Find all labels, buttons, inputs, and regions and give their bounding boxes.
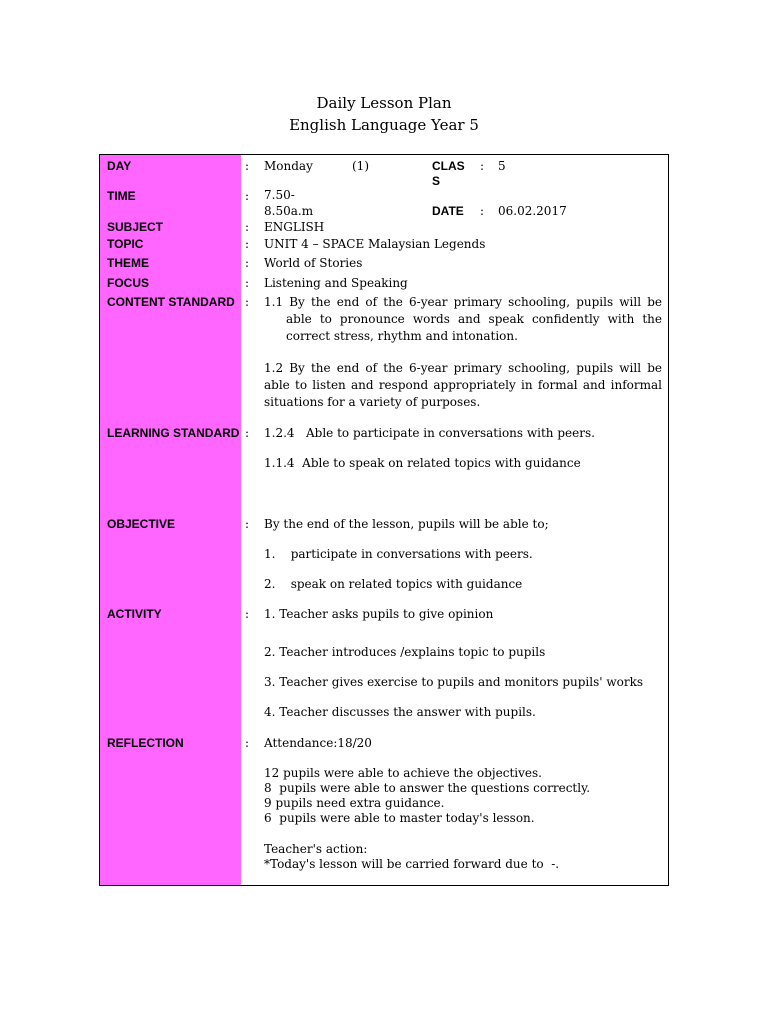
label-time: TIME (107, 189, 136, 203)
content-standard-1: 1.1 By the end of the 6-year primary schooling, pupils will be able to pronounce words and speak confidently with the correct stress, rhythm and intonation. (264, 295, 662, 343)
colon: : (245, 607, 250, 621)
colon: : (245, 159, 250, 173)
topic-value: UNIT 4 – SPACE Malaysian Legends (264, 237, 486, 251)
colon: : (245, 517, 250, 531)
day-number: (1) (352, 159, 369, 173)
colon: : (480, 159, 485, 173)
reflection-line-3: 9 pupils need extra guidance. (264, 796, 445, 810)
label-class-wrap: S (432, 174, 441, 188)
label-focus: FOCUS (107, 276, 149, 290)
reflection-line-2: 8 pupils were able to answer the questions correctly. (264, 781, 591, 795)
lesson-plan-table (99, 154, 669, 886)
label-content-standard: CONTENT STANDARD (107, 295, 235, 309)
date-value: 06.02.2017 (498, 204, 567, 218)
colon: : (245, 426, 250, 440)
page-subtitle: English Language Year 5 (289, 116, 479, 134)
learning-standard-2: 1.1.4 Able to speak on related topics with guidance (264, 456, 581, 470)
label-topic: TOPIC (107, 237, 144, 251)
teacher-action-label: Teacher's action: (264, 842, 368, 856)
label-learning-standard: LEARNING STANDARD (107, 426, 240, 440)
focus-value: Listening and Speaking (264, 276, 408, 290)
label-subject: SUBJECT (107, 220, 164, 234)
colon: : (245, 736, 250, 750)
day-value: Monday (264, 159, 313, 173)
teacher-action: *Today's lesson will be carried forward due to -. (264, 857, 560, 871)
label-date: DATE (432, 204, 464, 218)
objective-item-1: 1. participate in conversations with peers. (264, 547, 533, 561)
activity-item-4: 4. Teacher discusses the answer with pupils. (264, 705, 536, 719)
content-standard-2: 1.2 By the end of the 6-year primary schooling, pupils will be able to listen and respond appropriately in formal and informal situations for a variety of purposes. (264, 361, 662, 409)
subject-value: ENGLISH (264, 220, 325, 234)
activity-item-3: 3. Teacher gives exercise to pupils and monitors pupils' works (264, 675, 644, 689)
activity-item-1: 1. Teacher asks pupils to give opinion (264, 607, 494, 621)
colon: : (245, 295, 250, 309)
theme-value: World of Stories (264, 256, 363, 270)
label-class: CLAS (432, 159, 465, 173)
reflection-line-4: 6 pupils were able to master today's lesson. (264, 811, 535, 825)
label-reflection: REFLECTION (107, 736, 184, 750)
colon: : (245, 256, 250, 270)
time-line1: 7.50- (264, 188, 295, 202)
label-theme: THEME (107, 256, 149, 270)
colon: : (245, 237, 250, 251)
reflection-line-1: 12 pupils were able to achieve the objectives. (264, 766, 542, 780)
learning-standard-1: 1.2.4 Able to participate in conversations with peers. (264, 426, 595, 440)
reflection-attendance: Attendance:18/20 (264, 736, 372, 750)
colon: : (245, 276, 250, 290)
time-line2: 8.50a.m (264, 204, 314, 218)
colon: : (245, 189, 250, 203)
colon: : (245, 220, 250, 234)
label-objective: OBJECTIVE (107, 517, 176, 531)
class-value: 5 (498, 159, 506, 173)
colon: : (480, 204, 485, 218)
label-activity: ACTIVITY (107, 607, 162, 621)
page-title: Daily Lesson Plan (316, 94, 452, 112)
objective-item-2: 2. speak on related topics with guidance (264, 577, 523, 591)
label-day: DAY (107, 159, 132, 173)
activity-item-2: 2. Teacher introduces /explains topic to pupils (264, 645, 546, 659)
objective-intro: By the end of the lesson, pupils will be able to; (264, 517, 549, 531)
